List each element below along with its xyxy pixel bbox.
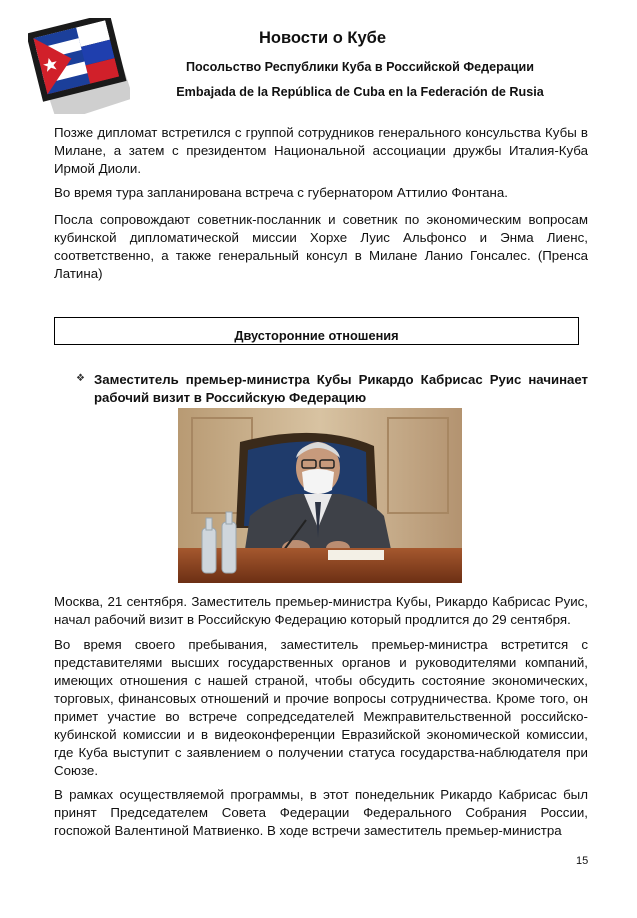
official-at-table-photo (178, 408, 462, 583)
paragraph: Посла сопровождают советник-посланник и советник по экономическим вопросам кубинской дипломатической миссии Хорхе Луис Альфонсо и Энма Лиенс, соответственно, а также генеральный консул в Милане Ланио Гонсалес. (Пренса Латина) (54, 212, 588, 281)
page-number: 15 (576, 855, 589, 867)
paragraph: Москва, 21 сентября. Заместитель премьер-министра Кубы, Рикардо Кабрисас Руис, начал рабочий визит в Российскую Федерацию который продлится до 29 сентября. (54, 594, 588, 627)
embassy-name-es: Embajada de la República de Cuba en la Federación de Rusia (176, 85, 544, 99)
paragraph: Позже дипломат встретился с группой сотрудников генерального консульства Кубы в Милане, а затем с президентом Национальной ассоциации дружбы Италия-Куба Ирмой Диоли. (54, 125, 588, 176)
paragraph: В рамках осуществляемой программы, в этот понедельник Рикардо Кабрисас был принят Председателем Совета Федерации Федерального Собрания России, госпожой Валентиной Матвиенко. В ходе встречи заместитель премьер-министра (54, 787, 588, 838)
article-headline: Заместитель премьер-министра Кубы Рикардо Кабрисас Руис начинает рабочий визит в Российскую Федерацию (94, 372, 588, 405)
page-title: Новости о Кубе (258, 29, 387, 47)
section-header-box (54, 317, 579, 345)
diamond-bullet-icon: ❖ (76, 373, 85, 384)
paragraph: Во время тура запланирована встреча с губернатором Аттилио Фонтана. (54, 185, 508, 200)
paragraph: Во время своего пребывания, заместитель премьер-министра встретится с представителями высших государственных органов и руководителями компаний, имеющих отношения с нашей страной, чтобы обсудить состояние экономических, торговых, финансовых отношений и прочие вопросы сотрудничества. Кроме того, он примет участие во встрече сопредседателей Межправительственной российско-кубинской комиссии и в видеоконференции Евразийской экономической комиссии, где Куба выступит с заявлением о получении статуса государства-наблюдателя при Союзе. (54, 637, 588, 778)
embassy-name-ru: Посольство Республики Куба в Российской Федерации (186, 60, 534, 74)
section-title: Двусторонние отношения (234, 328, 399, 343)
